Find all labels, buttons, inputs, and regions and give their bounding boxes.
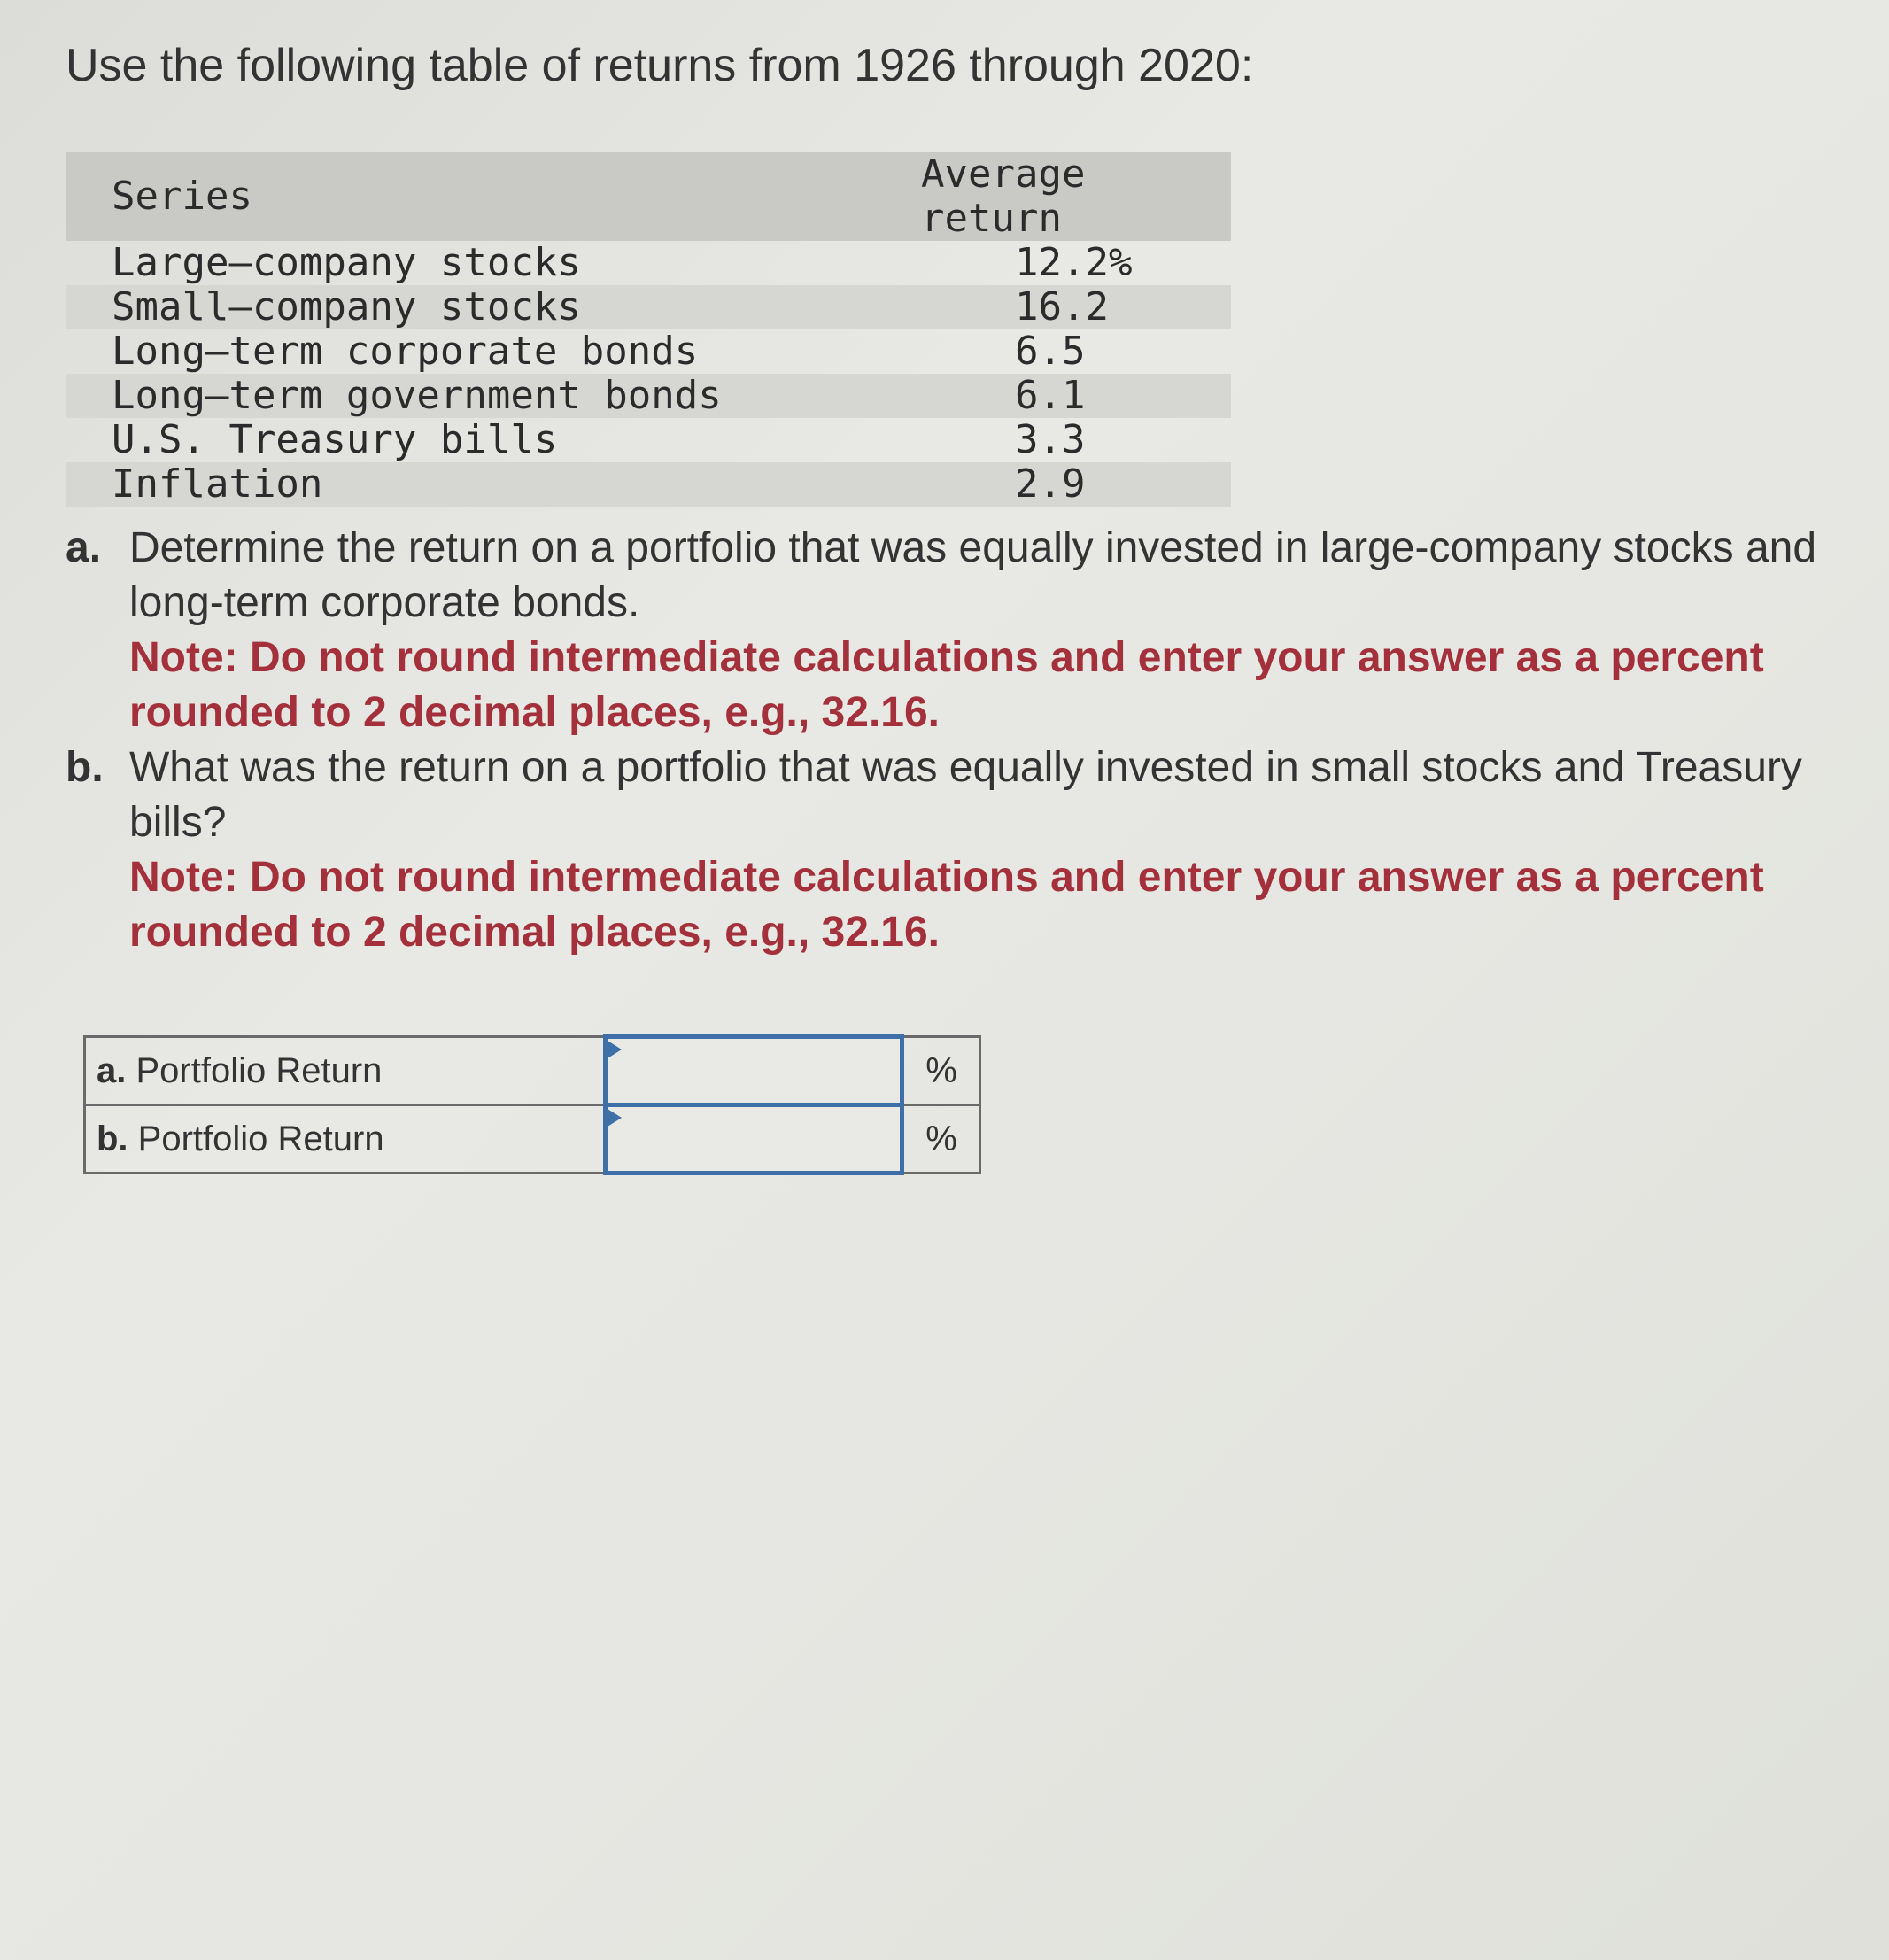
return-cell: 3.3 — [1015, 417, 1086, 462]
portfolio-return-a-input[interactable] — [608, 1039, 900, 1103]
returns-table-header-row — [66, 152, 1231, 241]
question-a — [66, 521, 1819, 740]
answer-label-text: Portfolio Return — [135, 1050, 383, 1090]
return-cell: 12.2% — [1015, 240, 1133, 285]
series-cell: Large–company stocks — [112, 240, 581, 285]
return-cell: 6.5 — [1015, 329, 1086, 374]
unit-label: % — [902, 1105, 980, 1174]
series-header: Series — [66, 152, 838, 241]
returns-table — [66, 152, 1231, 507]
unit-label: % — [902, 1037, 980, 1105]
average-return-header: Average return — [838, 152, 1231, 241]
question-list — [66, 521, 1819, 960]
question-text: Determine the return on a portfolio that was equally invested in large-company stocks and long-term corporate bonds. — [129, 524, 1817, 626]
answer-label-text: Portfolio Return — [137, 1119, 384, 1158]
answer-label — [85, 1105, 606, 1174]
question-text: What was the return on a portfolio that was equally invested in small stocks and Treasury bills? — [129, 744, 1802, 846]
question-note: Note: Do not round intermediate calculations and enter your answer as a percent rounded to 2 decimal places, e.g., 32.16. — [129, 854, 1764, 956]
answer-label — [85, 1037, 606, 1105]
return-cell: 2.9 — [838, 462, 1231, 507]
portfolio-return-b-input[interactable] — [608, 1107, 900, 1171]
table-row — [66, 241, 1231, 285]
series-cell: U.S. Treasury bills — [112, 417, 558, 462]
table-row — [66, 374, 1231, 418]
answer-input-cell[interactable] — [606, 1105, 902, 1174]
question-marker: a. — [66, 524, 102, 571]
series-cell: Inflation — [66, 462, 838, 507]
series-cell: Long–term corporate bonds — [112, 329, 699, 374]
answer-prefix: a. — [97, 1050, 127, 1090]
table-row — [66, 285, 1231, 329]
answer-prefix: b. — [97, 1119, 128, 1158]
table-row — [66, 418, 1231, 462]
answer-input-cell[interactable] — [606, 1037, 902, 1105]
intro-text: Use the following table of returns from 1926 through 2020: — [66, 40, 1254, 91]
return-cell: 6.1 — [838, 374, 1231, 418]
answer-row-a — [85, 1037, 980, 1105]
answer-row-b — [85, 1105, 980, 1174]
answer-table — [83, 1034, 981, 1175]
return-cell: 16.2 — [838, 285, 1231, 329]
series-cell: Long–term government bonds — [66, 374, 838, 418]
series-cell: Small–company stocks — [66, 285, 838, 329]
table-row — [66, 462, 1231, 507]
table-row — [66, 329, 1231, 374]
question-note: Note: Do not round intermediate calculations and enter your answer as a percent rounded to 2 decimal places, e.g., 32.16. — [129, 634, 1764, 736]
question-b — [66, 740, 1819, 960]
question-marker: b. — [66, 744, 104, 791]
